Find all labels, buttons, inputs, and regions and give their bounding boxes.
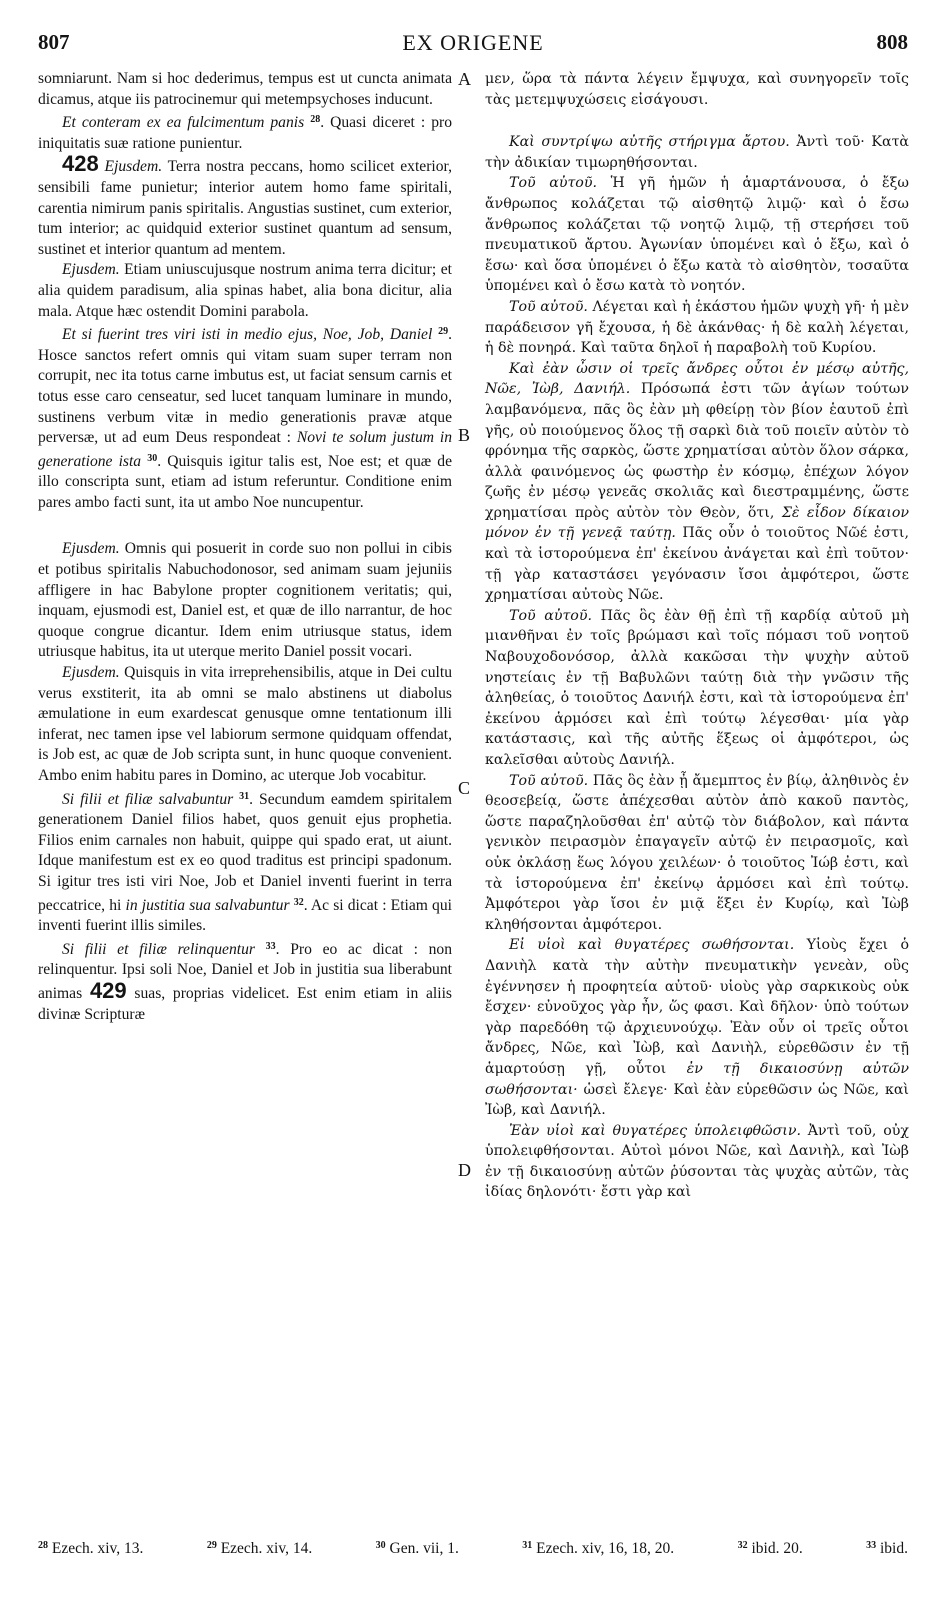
footnote-number: 29 <box>206 1540 217 1551</box>
greek-paragraph <box>485 935 909 1120</box>
greek-text: Πᾶς ὃς ἐὰν θῇ ἐπὶ τῇ καρδίᾳ αὐτοῦ μὴ μιανθῆναι ἐν τοῖς βρώμασι καὶ τοῖς πόμασι τοῦ νοητοῦ Ναβουχοδονόσορ, ἀλλὰ κακῶσαι τὴν ψυχὴν αὐτοῦ νηστείαις ἐν τῇ Βαβυλῶνι ταύτῃ διὰ τὴν γνῶσιν τῆς ἀληθείας, ὁ τοιοῦτος Δανιήλ ἐστι, καὶ τὰ ἱστορούμενα ἐπ' ἐκείνου ἁρμόσει καὶ ἐπὶ τούτῳ λέγεσθαι· μία γὰρ κατάστασις, καὶ τῆς αὐτῆς ἕξεως οἱ ἀμφότεροι, ὡς καλεῖσθαι αὐτοὺς Δανιήλ. <box>485 607 909 768</box>
latin-text: suas, proprias videlicet. Est enim etiam in aliis divinæ Scripturæ <box>38 984 453 1023</box>
greek-column <box>485 69 909 1203</box>
section-heading: Τοῦ αὐτοῦ. <box>509 607 592 624</box>
latin-paragraph <box>38 663 452 787</box>
footnote-ref: 33 <box>265 940 276 952</box>
footnote-ref: 28 <box>310 114 321 126</box>
section-heading: Ejusdem. <box>104 158 163 176</box>
greek-text: Πᾶς ὃς ἐὰν ᾖ ἄμεμπτος ἐν βίῳ, ἀληθινὸς ἐν θεοσεβείᾳ, ὥστε ἀπέχεσθαι αὐτὸν ἀπὸ κακοῦ παντὸς, ὥστε παραζηλοῦσθαι ἐπ' αὐτῷ τὸν διάβολον, καὶ πάντα γενικὸν πειρασμὸν ἐπαγαγεῖν αὐτῷ ἐν πειρασμοῖς, καὶ οὐκ ὀκλάσῃ ἕως λόγου χειλέων· ὁ τοιοῦτος Ἰώβ ἐστι, καὶ τὰ ἱστορούμενα ἐπ' ἐκείνῳ ἁρμόσει καὶ ἐπὶ τούτῳ. Ἀμφότεροι γὰρ ἴσοι ἐν μιᾷ ἕξει ἐν Κυρίῳ, καὶ Ἰὼβ κληθήσονται ἀμφότεροι. <box>485 772 909 933</box>
footnote <box>376 1540 459 1558</box>
greek-paragraph <box>485 132 909 173</box>
footnote-number: 31 <box>522 1540 533 1551</box>
footnote-text: Ezech. xiv, 14. <box>220 1540 313 1557</box>
greek-paragraph <box>485 297 909 359</box>
footnote-ref: 29 <box>438 326 449 338</box>
scripture-lemma: Et conteram ex ea fulcimentum panis <box>62 114 305 132</box>
greek-text: Λέγεται καὶ ἡ ἑκάστου ἡμῶν ψυχὴ γῆ· ἡ μὲν παράδεισον γῆ ἔχουσα, ἡ δὲ ἀκάνθας· ἡ δὲ καλὴ λέγεται, ἡ δὲ πονηρά. Καὶ ταῦτα δηλοῖ ἡ παραβολὴ τοῦ Κυρίου. <box>485 298 909 357</box>
scripture-lemma: Si filii et filiæ salvabuntur <box>62 790 234 808</box>
greek-text: μεν, ὥρα τὰ πάντα λέγειν ἔμψυχα, καὶ συνηγορεῖν τοῖς τὰς μετεμψυχώσεις εἰσάγουσι. <box>485 71 909 108</box>
greek-text: ὡσεὶ ἔλεγε· Καὶ ἐὰν εὑρεθῶσιν ὡς Νῶε, καὶ Ἰὼβ, καὶ Δανιήλ. <box>485 1081 909 1119</box>
greek-paragraph <box>485 359 909 606</box>
scripture-lemma: Καὶ συντρίψω αὐτῆς στήριγμα ἄρτου. <box>509 134 790 151</box>
latin-text: . Hosce sanctos refert omnis qui vitam suam super terram non corrupit, nec ita totus carne imbutus est, ut faciat sensum carnis et totus esse caro censeatur, sed lucet tanquam luminare in mundo, sustinens verbum vitæ in medio generationis pravæ atque perversæ, ut ad eum Deus respondeat : <box>38 326 452 447</box>
footnote-text: ibid. <box>879 1540 908 1557</box>
footnote <box>207 1540 312 1558</box>
footnote <box>866 1540 908 1558</box>
latin-text: . Pro eo ac dicat : non relinquentur. Ipsi soli Noe, Daniel et Job in justitia sua liberabunt animas <box>38 940 452 1002</box>
scripture-lemma: Καὶ ἐὰν ὦσιν οἱ τρεῖς ἄνδρες οὗτοι ἐν μέσῳ αὐτῆς, Νῶε, Ἰὼβ, Δανιήλ. <box>485 360 909 398</box>
running-header <box>38 30 908 60</box>
greek-paragraph <box>485 69 909 110</box>
latin-text: Omnis qui posuerit in corde suo non pollui in cibis et potibus spiritalis Nabuchodonosor, sed animam suam jejuniis affligere in hac Babylone propter cognitionem veritatis; qui, inquam, ejusmodi est, Daniel est, et quæ de illo narrantur, de hoc quoque congrue dicantur. Idem enim utriusque status, idem utriusque habitus, ita ut uterque merito Daniel possit vocari. <box>38 540 452 661</box>
scripture-quote: Σὲ εἶδον δίκαιον μόνον ἐν τῇ γενεᾷ ταύτῃ. <box>485 504 909 542</box>
margin-marker-c: C <box>458 778 471 798</box>
scripture-quote: ἐν τῇ δικαιοσύνῃ αὐτῶν σωθήσονται· <box>485 1060 909 1098</box>
section-heading: Ejusdem. <box>62 261 120 279</box>
scripture-quote: Novi te solum justum in generatione ista <box>38 429 452 470</box>
latin-paragraph <box>38 539 452 663</box>
section-heading: Ejusdem. <box>62 540 120 558</box>
footnote-number: 33 <box>866 1540 877 1551</box>
section-heading: Ejusdem. <box>62 664 120 682</box>
greek-paragraph <box>485 771 909 936</box>
latin-paragraph <box>38 110 452 154</box>
marginal-number: 428 <box>62 151 99 177</box>
greek-paragraph <box>485 1121 909 1203</box>
footnote-ref: 30 <box>147 452 158 464</box>
greek-text: Ἡ γῆ ἡμῶν ἡ ἁμαρτάνουσα, ὁ ἔξω ἄνθρωπος κολάζεται τῷ αἰσθητῷ λιμῷ· καὶ ὁ ἔσω ἄνθρωπος κολάζεται τῷ νοητῷ λιμῷ, τῇ στερήσει τοῦ πνευματικοῦ ἄρτου. Ἀγωνίαν ὑπομένει καὶ ὁ ἔξω, καὶ ὁ ἔσω· καὶ ὅσα ὑπομένει ὁ ἔξω κατὰ τὸ αἰσθητὸν, τοσαῦτα ὑπομένει καὶ ὁ ἔσω κατὰ τὸ νοητόν. <box>485 175 910 295</box>
page-number-right: 808 <box>876 30 908 54</box>
latin-text: Terra nostra peccans, homo scilicet exterior, sensibili fame punietur; interior autem homo fame spiritali, carentia nimirum panis spiritalis. Angustias sustinet, cum exterior, tum interior; ac quidquid exterior sustinet quantum ad sensum, sustinet et interior quantum ad mentem. <box>38 158 452 258</box>
footnote <box>38 1540 143 1558</box>
latin-paragraph <box>38 937 452 1025</box>
latin-text: somniarunt. Nam si hoc dederimus, tempus est ut cuncta animata dicamus, atque iis patrocinemur qui metempsychoses inducunt. <box>38 70 452 108</box>
greek-text: Υἱοὺς ἔχει ὁ Δανιὴλ κατὰ τὴν αὐτὴν πνευματικὴν γενεὰν, οὓς ἐγέννησεν ἡ προφητεία αὐτοῦ· υἱοὺς γὰρ σαρκικοὺς οὐκ ἔσχεν· εὐνοῦχος γὰρ ἦν, ὥς φασι. Καὶ δῆλον· ὑπὸ τούτων γὰρ παρεδόθη τῷ ἀρχιευνούχῳ. Ἐὰν οὖν οἱ τρεῖς οὗτοι ἄνδρες, Νῶε, καὶ Ἰὼβ, καὶ Δανιὴλ, εὑρεθῶσιν ἐν τῇ ἁμαρτούσῃ γῇ, οὗτοι <box>485 937 909 1077</box>
footnote <box>738 1540 803 1558</box>
margin-marker-b: B <box>458 425 471 445</box>
section-heading: Τοῦ αὐτοῦ. <box>509 772 589 789</box>
scripture-lemma: Ἐὰν υἱοὶ καὶ θυγατέρες ὑπολειφθῶσιν. <box>509 1122 801 1139</box>
footnote-text: ibid. 20. <box>751 1540 803 1557</box>
greek-paragraph <box>485 173 909 297</box>
footnote-ref: 31 <box>239 790 250 802</box>
section-heading: Τοῦ αὐτοῦ. <box>509 298 588 315</box>
scripture-lemma: Si filii et filiæ relinquentur <box>62 940 255 958</box>
latin-paragraph <box>38 151 452 260</box>
running-title: EX ORIGENE <box>402 30 544 55</box>
scripture-lemma: Et si fuerint tres viri isti in medio ejus, Noe, Job, Daniel <box>62 326 433 344</box>
greek-text: Ἀντὶ τοῦ· Κατὰ τὴν ἀδικίαν τιμωρηθήσονται. <box>485 134 910 171</box>
latin-text: . Quasi diceret : pro iniquitatis suæ ratione punientur. <box>38 114 452 152</box>
latin-text: . Ac si dicat : Etiam qui inventi fuerint illis similes. <box>38 896 452 935</box>
latin-text: Quisquis in vita irreprehensibilis, atque in Dei cultu verus exstiterit, ita ab omni se malo abstinens ut diabolus æmulatione in eum exardescat genusque omne tentationum illi inferat, nec tamen ipse vel labiorum sermone quidquam offendat, is Job est, ac quæ de Job scripta sunt, in hunc quoque convenient. Ambo enim habitu pares in Domino, ac uterque Job vocabitur. <box>38 664 452 784</box>
footnote-number: 28 <box>38 1540 48 1551</box>
footnote-ref: 32 <box>293 896 304 908</box>
latin-text: . Quisquis igitur talis est, Noe est; et quæ de illo conscripta sunt, etiam ad istum referuntur. Conditione enim pares ambo facti sunt, ita ut ambo Noe nuncupentur. <box>38 452 452 511</box>
latin-text: . Secundum eamdem spiritalem generationem Daniel filios habet, quos genuit ejus prophetia. Filios enim carnales non habuit, quippe qui spado erat, ut aiunt. Idque manifestum est ex eo quod traditus est principi spadonum. Si igitur tres isti viri Noe, Job et Daniel inventi fuerint in terra peccatrice, hi <box>38 790 453 914</box>
section-heading: Τοῦ αὐτοῦ. <box>509 175 597 192</box>
latin-paragraph <box>38 260 452 322</box>
greek-text: Ἀντὶ τοῦ, οὐχ ὑπολειφθήσονται. Αὐτοὶ μόνοι Νῶε, καὶ Δανιὴλ, καὶ Ἰὼβ ἐν τῇ δικαιοσύνῃ αὐτῶν ῥύσονται τὰς ψυχὰς αὐτῶν, τὰς ἰδίας δηλονότι· ἔστι γὰρ καὶ <box>485 1122 909 1201</box>
scripture-quote: in justitia sua salvabuntur <box>125 896 290 914</box>
margin-marker-a: A <box>458 69 471 89</box>
page-number-left: 807 <box>38 30 70 54</box>
latin-paragraph <box>38 69 452 110</box>
latin-text: Etiam uniuscujusque nostrum anima terra dicitur; et alia quidem paradisum, alia spinas habet, alia bona dicitur, alia mala. Atque hæc ostendit Domini parabola. <box>38 261 452 320</box>
footnotes <box>38 1540 908 1558</box>
footnote-number: 32 <box>737 1540 748 1551</box>
footnote <box>522 1540 674 1558</box>
greek-text: Πᾶς οὖν ὁ τοιοῦτος Νῶέ ἐστι, καὶ τὰ ἱστορούμενα ἐπ' ἐκείνου ἀνάγεται καὶ ἐπὶ τοῦτον· τῇ γὰρ καταστάσει γεγόνασιν ἴσοι ἀμφότεροι, ὥστε χρηματίσαι αὐτοὺς Νῶε. <box>485 525 909 604</box>
greek-text: Πρόσωπά ἐστι τῶν ἁγίων τούτων λαμβανόμενα, πᾶς ὃς ἐὰν μὴ φθείρῃ τὸν βίον ἑαυτοῦ ἐπὶ γῆς, οὐ ποιούμενος ὅλος τῇ σαρκὶ διὰ τοῦ ποιεῖν αὐτὸν τὸ φρόνημα τῆς σαρκὸς, ὥστε χρηματίσαι αὐτὸν ὅλον σάρκα, ἀλλὰ φαινόμενος ὡς φωστὴρ ἐν κόσμῳ, ἐπέχων λόγον ζωῆς ἐν μέσῳ γενεᾶς σκολιᾶς καὶ διεστραμμένης, ὥστε χρηματίσαι πρὸς αὐτὸν τὸν Θεὸν, ὅτι, <box>485 381 909 521</box>
footnote-text: Ezech. xiv, 13. <box>51 1540 144 1557</box>
marginal-number: 429 <box>89 977 127 1003</box>
latin-column <box>38 69 452 1025</box>
footnote-number: 30 <box>375 1540 386 1551</box>
latin-paragraph <box>38 322 452 513</box>
footnote-text: Gen. vii, 1. <box>389 1540 459 1557</box>
latin-paragraph <box>38 787 452 937</box>
scripture-lemma: Εἰ υἱοὶ καὶ θυγατέρες σωθήσονται. <box>509 937 795 954</box>
margin-marker-d: D <box>458 1160 471 1180</box>
footnote-text: Ezech. xiv, 16, 18, 20. <box>536 1540 675 1557</box>
greek-paragraph <box>485 606 909 771</box>
